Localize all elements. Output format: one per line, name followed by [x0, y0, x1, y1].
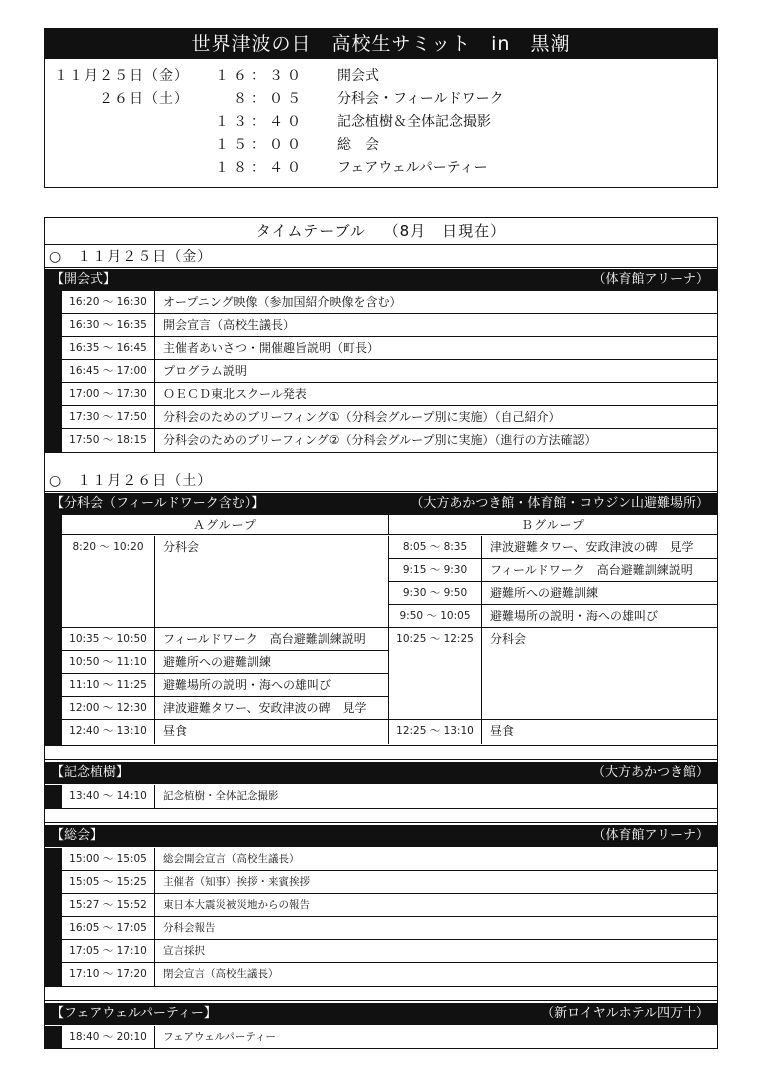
cell-desc: フィールドワーク 高台避難訓練説明 [163, 632, 366, 646]
group-a-cell [62, 628, 389, 651]
group-a-header: Ａグループ [62, 515, 389, 535]
summary-time: １６：３０ [215, 68, 305, 84]
cell-time: 9:30 ～ 9:50 [389, 582, 482, 604]
cell-desc: 津波避難タワー、安政津波の碑 見学 [490, 540, 694, 554]
cell-desc: 昼食 [490, 724, 515, 738]
cell-desc: 昼食 [163, 724, 188, 738]
cell-desc: 避難場所の説明・海への雄叫び [163, 678, 332, 692]
table-row [62, 871, 717, 894]
group-b-cell [389, 582, 717, 605]
row-time: 16:20 ～ 16:30 [62, 291, 155, 313]
section-location: （体育館アリーナ） [592, 828, 709, 843]
group-b-cell [389, 720, 717, 744]
summary-event: 開会式 [337, 68, 379, 84]
divider [45, 452, 717, 453]
section-location: （大方あかつき館・体育館・コウジン山避難場所） [410, 496, 709, 511]
summit-title: 世界津波の日 高校生サミット in 黒潮 [45, 29, 717, 59]
summary-row [45, 157, 717, 180]
cell-time: 11:10 ～ 11:25 [62, 674, 155, 696]
section-bar-general [45, 825, 717, 847]
summary-time: ８：０５ [233, 91, 305, 107]
group-a-cell [62, 697, 389, 720]
cell-time: 9:50 ～ 10:05 [389, 605, 482, 627]
summary-event: 総 会 [337, 137, 379, 153]
row-desc: 分科会のためのブリーフィング①（分科会グループ別に実施）（自己紹介） [163, 410, 561, 424]
row-desc: オープニング映像（参加国紹介映像を含む） [163, 295, 402, 309]
table-row [62, 314, 717, 337]
table-row [62, 848, 717, 871]
group-a-cell [62, 674, 389, 697]
summary-time: １５：００ [215, 137, 305, 153]
summary-date: ２６日（土） [99, 91, 189, 107]
group-a-cell [62, 536, 389, 628]
section-gap [45, 986, 717, 1001]
row-desc: 主催者（知事）挨拶・来賓挨拶 [163, 876, 310, 888]
row-desc: 総会開会宣言（高校生議長） [163, 853, 300, 865]
cell-time: 10:50 ～ 11:10 [62, 651, 155, 673]
row-desc: 記念植樹・全体記念撮影 [163, 790, 279, 802]
row-time: 15:05 ～ 15:25 [62, 871, 155, 893]
summary-row [45, 134, 717, 157]
table-row [62, 429, 717, 452]
general-rows [45, 848, 717, 986]
section-name: 【総会】 [51, 828, 104, 843]
table-row [62, 383, 717, 406]
cell-desc: 津波避難タワー、安政津波の碑 見学 [163, 701, 367, 715]
group-b-cell [389, 536, 717, 559]
group-grid [45, 515, 717, 745]
section-name: 【フェアウェルパーティー】 [51, 1006, 217, 1021]
row-time: 17:00 ～ 17:30 [62, 383, 155, 405]
cell-desc: 避難所への避難訓練 [163, 655, 272, 669]
summary-box [44, 28, 718, 188]
cell-desc: 避難場所の説明・海への雄叫び [490, 609, 659, 623]
table-row [62, 406, 717, 429]
summary-time: １８：４０ [215, 160, 305, 176]
section-bar-farewell [45, 1003, 717, 1025]
timetable-heading: タイムテーブル [255, 222, 366, 240]
day-heading: ○ １１月２５日（金） [45, 247, 717, 268]
row-time: 15:00 ～ 15:05 [62, 848, 155, 870]
table-row [62, 291, 717, 314]
section-name: 【記念植樹】 [51, 765, 130, 780]
day-heading: ○ １１月２６日（土） [45, 471, 717, 492]
group-a-cell [62, 651, 389, 674]
row-time: 16:45 ～ 17:00 [62, 360, 155, 382]
summary-event: 分科会・フィールドワーク [337, 91, 504, 107]
group-b-cell [389, 559, 717, 582]
cell-desc: 避難所への避難訓練 [490, 586, 599, 600]
row-desc: 東日本大震災被災地からの報告 [163, 899, 310, 911]
summary-event: 記念植樹＆全体記念撮影 [337, 114, 491, 130]
cell-desc: 分科会 [163, 540, 200, 554]
summary-row [45, 88, 717, 111]
timetable-title [45, 218, 717, 245]
row-time: 16:05 ～ 17:05 [62, 917, 155, 939]
group-a-cell [62, 720, 389, 744]
section-location: （新ロイヤルホテル四万十） [541, 1006, 709, 1021]
row-time: 16:30 ～ 16:35 [62, 314, 155, 336]
section-name: 【分科会（フィールドワーク含む）】 [51, 496, 265, 511]
timetable-as-of: （8月 日現在） [383, 222, 507, 240]
cell-desc: フィールドワーク 高台避難訓練説明 [490, 563, 693, 577]
section-gap [45, 808, 717, 823]
section-bar-planting [45, 762, 717, 784]
group-b-header: Ｂグループ [389, 515, 717, 535]
table-row [62, 940, 717, 963]
table-row [62, 337, 717, 360]
table-row [62, 360, 717, 383]
row-desc: 閉会宣言（高校生議長） [163, 968, 279, 980]
group-b-cell [389, 628, 717, 720]
summary-row [45, 65, 717, 88]
section-bar-breakout [45, 493, 717, 515]
cell-time: 10:35 ～ 10:50 [62, 628, 155, 650]
row-time: 13:40 ～ 14:10 [62, 785, 155, 808]
group-b-cell [389, 605, 717, 628]
section-location: （大方あかつき館） [591, 765, 709, 780]
row-desc: 開会宣言（高校生議長） [163, 318, 296, 332]
table-row [62, 1026, 717, 1049]
row-time: 17:30 ～ 17:50 [62, 406, 155, 428]
cell-time: 8:20 ～ 10:20 [62, 536, 155, 628]
farewell-rows [45, 1026, 717, 1049]
row-time: 18:40 ～ 20:10 [62, 1026, 155, 1049]
cell-time: 12:40 ～ 13:10 [62, 720, 155, 744]
summary-time: １３：４０ [215, 114, 305, 130]
row-desc: ＯＥＣＤ東北スクール発表 [163, 387, 307, 401]
row-time: 17:05 ～ 17:10 [62, 940, 155, 962]
summary-date: １１月２５日（金） [54, 68, 189, 84]
summary-event: フェアウェルパーティー [337, 160, 488, 176]
cell-time: 8:05 ～ 8:35 [389, 536, 482, 558]
section-bar-opening [45, 269, 717, 291]
timetable [44, 217, 718, 1049]
cell-time: 9:15 ～ 9:30 [389, 559, 482, 581]
row-time: 17:50 ～ 18:15 [62, 429, 155, 452]
row-time: 15:27 ～ 15:52 [62, 894, 155, 916]
planting-rows [45, 785, 717, 808]
row-desc: 宣言採択 [163, 945, 205, 957]
section-name: 【開会式】 [51, 272, 117, 287]
row-desc: プログラム説明 [163, 364, 247, 378]
table-row [62, 917, 717, 940]
table-row [62, 894, 717, 917]
row-desc: 分科会のためのブリーフィング②（分科会グループ別に実施）（進行の方法確認） [163, 433, 597, 447]
table-row [62, 785, 717, 808]
row-desc: フェアウェルパーティー [163, 1031, 276, 1043]
row-time: 16:35 ～ 16:45 [62, 337, 155, 359]
section-location: （体育館アリーナ） [592, 272, 709, 287]
cell-time: 10:25 ～ 12:25 [389, 628, 482, 719]
opening-rows [45, 291, 717, 452]
row-desc: 分科会報告 [163, 922, 216, 934]
cell-desc: 分科会 [490, 632, 527, 646]
summary-row [45, 111, 717, 134]
cell-time: 12:25 ～ 13:10 [389, 720, 482, 744]
table-row [62, 963, 717, 986]
cell-time: 12:00 ～ 12:30 [62, 697, 155, 719]
section-gap [45, 745, 717, 760]
row-time: 17:10 ～ 17:20 [62, 963, 155, 986]
row-desc: 主催者あいさつ・開催趣旨説明（町長） [163, 341, 380, 355]
